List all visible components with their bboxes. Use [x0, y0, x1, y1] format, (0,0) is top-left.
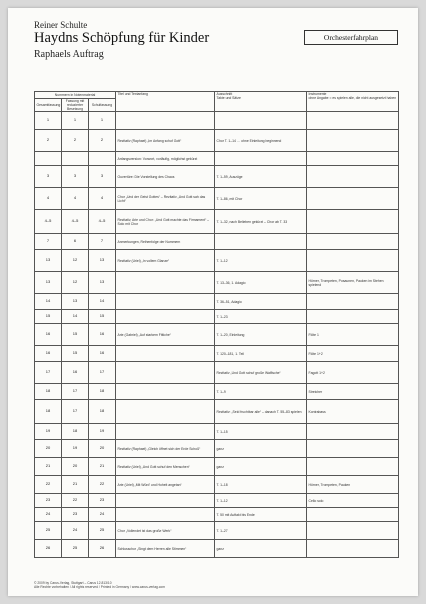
table-row — [35, 522, 399, 540]
table-body — [35, 112, 399, 558]
reduced-version-number: 13 — [62, 294, 89, 310]
instruments-cell: Cello solo — [307, 494, 399, 508]
full-version-number: 25 — [35, 522, 62, 540]
instruments-cell — [307, 166, 399, 188]
title-cell — [116, 310, 215, 324]
table-row — [35, 130, 399, 152]
school-version-number: 1 — [89, 112, 116, 130]
table-row — [35, 112, 399, 130]
reduced-version-number: 4 — [62, 188, 89, 210]
full-version-number: 17 — [35, 362, 62, 384]
full-version-number: 13 — [35, 272, 62, 294]
reduced-version-number: 1 — [62, 112, 89, 130]
excerpt-cell: T. 1–23 — [215, 310, 307, 324]
title-cell — [116, 424, 215, 440]
instruments-column-header — [307, 92, 399, 112]
footer-line-2: Alle Rechte vorbehalten / All rights reserved / Printed in Germany / www.carus-verlag.com — [34, 585, 166, 590]
reduced-version-header: Fassung mit reduzierter Besetzung — [62, 99, 89, 112]
table-row — [35, 166, 399, 188]
excerpt-cell — [215, 112, 307, 130]
table-row — [35, 494, 399, 508]
full-version-number: 2 — [35, 130, 62, 152]
table-row — [35, 384, 399, 400]
instruments-cell — [307, 130, 399, 152]
excerpt-cell: ganz — [215, 440, 307, 458]
reduced-version-number: 15 — [62, 346, 89, 362]
instruments-cell — [307, 458, 399, 476]
excerpt-header-sublabel: Takte und Sätze — [216, 96, 241, 101]
table-row — [35, 458, 399, 476]
instruments-cell: Kontrabass — [307, 400, 399, 424]
full-version-header: Gesamtfassung — [35, 99, 62, 112]
reduced-version-number: 25 — [62, 540, 89, 558]
reduced-version-number: 23 — [62, 508, 89, 522]
excerpt-cell: Chor T. 1–14 … ohne Einleitung beginnend — [215, 130, 307, 152]
full-version-number: 3 — [35, 166, 62, 188]
instruments-cell — [307, 508, 399, 522]
table-row — [35, 324, 399, 346]
title-cell — [116, 362, 215, 384]
table-row — [35, 250, 399, 272]
title-cell — [116, 294, 215, 310]
instruments-cell — [307, 250, 399, 272]
reduced-version-number: 12 — [62, 272, 89, 294]
instruments-header-label: Instrumente — [308, 92, 327, 96]
author-name: Reiner Schulte — [34, 20, 88, 30]
title-cell — [116, 508, 215, 522]
table-row — [35, 476, 399, 494]
excerpt-cell: Rezitativ „Und Gott schuf große Walfische“ — [215, 362, 307, 384]
school-version-number: 14 — [89, 294, 116, 310]
school-version-number: 22 — [89, 476, 116, 494]
school-version-number: 16 — [89, 324, 116, 346]
title-cell: Chor „Vollendet ist das große Werk“ — [116, 522, 215, 540]
score-page — [8, 8, 418, 596]
excerpt-cell: T. 1–12 — [215, 250, 307, 272]
title-cell — [116, 112, 215, 130]
page-subtitle: Raphaels Auftrag — [34, 49, 104, 60]
excerpt-cell — [215, 234, 307, 250]
reduced-version-number: 20 — [62, 458, 89, 476]
full-version-number: 20 — [35, 440, 62, 458]
instruments-cell — [307, 210, 399, 234]
instruments-cell — [307, 540, 399, 558]
full-version-number: 4–5 — [35, 210, 62, 234]
title-cell — [116, 272, 215, 294]
instruments-cell: Flöte 1 — [307, 324, 399, 346]
title-cell — [116, 346, 215, 362]
instruments-cell — [307, 310, 399, 324]
school-version-number: 18 — [89, 384, 116, 400]
school-version-number: 21 — [89, 458, 116, 476]
numbers-group-header: Nummern in Notenmaterial — [35, 92, 116, 99]
reduced-version-number: 3 — [62, 166, 89, 188]
full-version-number: 7 — [35, 234, 62, 250]
page-title: Haydns Schöpfung für Kinder — [34, 30, 210, 46]
school-version-number: 4 — [89, 188, 116, 210]
full-version-number: 15 — [35, 310, 62, 324]
title-cell — [116, 384, 215, 400]
full-version-number: 24 — [35, 508, 62, 522]
excerpt-cell: T. 36–51, Adagio — [215, 294, 307, 310]
title-cell: Chor „Und der Geist Gottes“ – Rezitativ „Und Gott sah das Licht“ — [116, 188, 215, 210]
copyright-footer — [34, 581, 165, 590]
school-version-number: 18 — [89, 400, 116, 424]
title-cell: Rezitativ, Arie und Chor: „Und Gott machte das Firmament“ – Solo mit Chor — [116, 210, 215, 234]
instruments-header-sublabel: ohne Angabe = es spielen alle, die nicht ausgesetzt haben — [308, 96, 397, 101]
instruments-cell: Flöte 1+2 — [307, 346, 399, 362]
school-version-number: 20 — [89, 440, 116, 458]
full-version-number — [35, 152, 62, 166]
reduced-version-number: 19 — [62, 440, 89, 458]
excerpt-cell: T. 1–86, mit Chor — [215, 188, 307, 210]
school-version-number — [89, 152, 116, 166]
full-version-number: 19 — [35, 424, 62, 440]
table-row — [35, 508, 399, 522]
reduced-version-number: 12 — [62, 250, 89, 272]
title-cell: Rezitativ (Raphael) „Im Anfang schuf Gott“ — [116, 130, 215, 152]
school-version-number: 25 — [89, 522, 116, 540]
title-cell: Rezitativ (Raphael) „Gleich öffnet sich der Erde Schoß“ — [116, 440, 215, 458]
title-cell: Schlusschor „Singt dem Herren alle Stimmen“ — [116, 540, 215, 558]
text-column-header: Titel und Textanfang — [116, 92, 215, 112]
instruments-cell — [307, 188, 399, 210]
table-row — [35, 424, 399, 440]
reduced-version-number: 4–5 — [62, 210, 89, 234]
excerpt-header-label: Ausschnitt — [216, 92, 233, 96]
excerpt-cell: ganz — [215, 458, 307, 476]
full-version-number: 18 — [35, 384, 62, 400]
excerpt-cell: ganz — [215, 540, 307, 558]
full-version-number: 22 — [35, 476, 62, 494]
table-row — [35, 234, 399, 250]
reduced-version-number: 6 — [62, 234, 89, 250]
table-row — [35, 362, 399, 384]
school-version-number: 7 — [89, 234, 116, 250]
excerpt-cell: T. 1–12 — [215, 494, 307, 508]
excerpt-cell: T. 120–181, 1. Teil — [215, 346, 307, 362]
title-cell: Anfangsversion: Vorwort, vorläufig, möglichst gekürzt — [116, 152, 215, 166]
instruments-cell — [307, 112, 399, 130]
full-version-number: 16 — [35, 346, 62, 362]
reduced-version-number: 24 — [62, 522, 89, 540]
reduced-version-number: 18 — [62, 424, 89, 440]
instruments-cell — [307, 522, 399, 540]
excerpt-cell: T. 1–32, nach Belieben gekürzt – Chor ab T. 33 — [215, 210, 307, 234]
school-version-number: 3 — [89, 166, 116, 188]
school-version-number: 13 — [89, 250, 116, 272]
reduced-version-number: 16 — [62, 362, 89, 384]
title-cell: Rezitativ (Uriel) „In vollem Glanze“ — [116, 250, 215, 272]
excerpt-cell: Rezitativ: „Seid fruchtbar alle“ – danach T. 55–83 spielen — [215, 400, 307, 424]
school-version-number: 17 — [89, 362, 116, 384]
instruments-cell — [307, 424, 399, 440]
school-version-number: 15 — [89, 310, 116, 324]
full-version-number: 21 — [35, 458, 62, 476]
excerpt-cell: T. 13–36, 1. Adagio — [215, 272, 307, 294]
full-version-number: 18 — [35, 400, 62, 424]
school-version-number: 24 — [89, 508, 116, 522]
reduced-version-number: 15 — [62, 324, 89, 346]
table-row — [35, 152, 399, 166]
table-row — [35, 400, 399, 424]
excerpt-cell: T. 1–20, Einleitung — [215, 324, 307, 346]
table-row — [35, 188, 399, 210]
excerpt-cell: T. 1–18 — [215, 476, 307, 494]
instruments-cell — [307, 294, 399, 310]
excerpt-cell: T. 1–27 — [215, 522, 307, 540]
full-version-number: 1 — [35, 112, 62, 130]
excerpt-cell: T. 50 mit Auftakt bis Ende — [215, 508, 307, 522]
instruments-cell: Fagott 1+2 — [307, 362, 399, 384]
full-version-number: 13 — [35, 250, 62, 272]
title-cell: Arie (Gabriel) „Auf starkem Fittiche“ — [116, 324, 215, 346]
table-row — [35, 294, 399, 310]
table-row — [35, 210, 399, 234]
full-version-number: 23 — [35, 494, 62, 508]
table-row — [35, 310, 399, 324]
reduced-version-number: 17 — [62, 384, 89, 400]
table-header-row — [35, 92, 399, 99]
title-cell: Ouvertüre: Die Vorstellung des Chaos — [116, 166, 215, 188]
orchestra-plan-table — [34, 91, 399, 558]
reduced-version-number: 2 — [62, 130, 89, 152]
table-row — [35, 540, 399, 558]
school-version-number: 2 — [89, 130, 116, 152]
school-version-number: 16 — [89, 346, 116, 362]
title-cell — [116, 494, 215, 508]
school-version-number: 4–5 — [89, 210, 116, 234]
reduced-version-number: 21 — [62, 476, 89, 494]
school-version-number: 19 — [89, 424, 116, 440]
excerpt-cell: T. 1–15 — [215, 424, 307, 440]
school-version-number: 13 — [89, 272, 116, 294]
reduced-version-number — [62, 152, 89, 166]
reduced-version-number: 22 — [62, 494, 89, 508]
reduced-version-number: 14 — [62, 310, 89, 324]
full-version-number: 14 — [35, 294, 62, 310]
title-cell — [116, 400, 215, 424]
excerpt-cell: T. 1–9 — [215, 384, 307, 400]
full-version-number: 26 — [35, 540, 62, 558]
instruments-cell — [307, 234, 399, 250]
orchestra-plan-label: Orchesterfahrplan — [304, 30, 398, 45]
instruments-cell — [307, 440, 399, 458]
excerpt-cell: T. 1–59, Auszüge — [215, 166, 307, 188]
instruments-cell: Streicher — [307, 384, 399, 400]
title-cell: Rezitativ (Uriel) „Und Gott schuf den Menschen“ — [116, 458, 215, 476]
school-version-number: 26 — [89, 540, 116, 558]
reduced-version-number: 17 — [62, 400, 89, 424]
full-version-number: 4 — [35, 188, 62, 210]
table-row — [35, 440, 399, 458]
school-version-number: 23 — [89, 494, 116, 508]
title-cell: Arie (Uriel) „Mit Würd’ und Hoheit angetan“ — [116, 476, 215, 494]
school-version-header: Schulfassung — [89, 99, 116, 112]
table-row — [35, 272, 399, 294]
title-cell: Anmerkungen, Reihenfolge der Nummern — [116, 234, 215, 250]
instruments-cell — [307, 152, 399, 166]
table-row — [35, 346, 399, 362]
instruments-cell: Hörner, Trompeten, Pauken — [307, 476, 399, 494]
footer-line-1: © 2009 by Carus-Verlag, Stuttgart – Carus 12.813/10 — [34, 581, 112, 585]
excerpt-cell — [215, 152, 307, 166]
full-version-number: 16 — [35, 324, 62, 346]
instruments-cell: Hörner, Trompeten, Posaunen, Pauken im Stehen spielend — [307, 272, 399, 294]
excerpt-column-header — [215, 92, 307, 112]
